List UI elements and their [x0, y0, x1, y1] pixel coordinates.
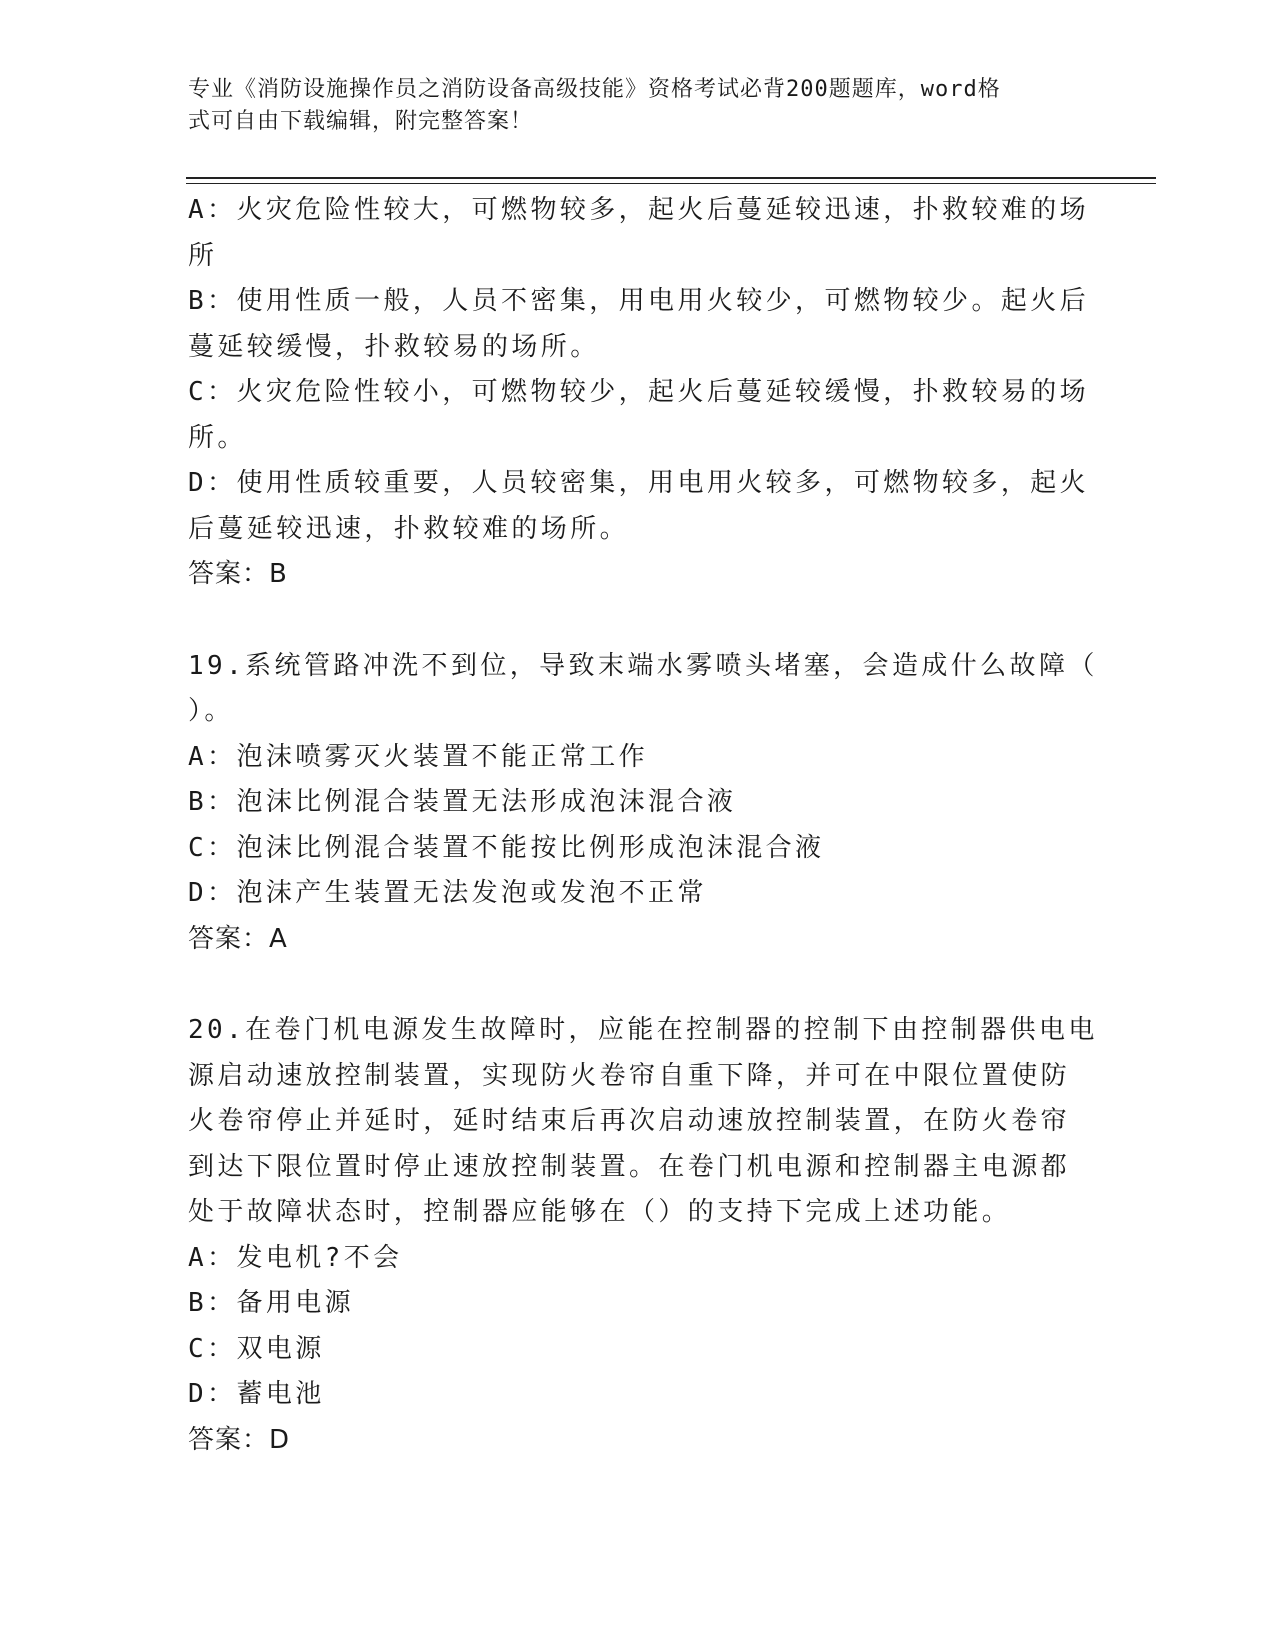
question-19-block: [188, 644, 1098, 963]
answer-line: 答案：A: [188, 923, 288, 954]
header-divider-thick: [186, 177, 1156, 179]
question-stem-line-4: 到达下限位置时停止速放控制装置。在卷门机电源和控制器主电源都: [188, 1151, 1071, 1182]
question-stem-line-2: ）。: [188, 696, 234, 726]
question-stem-line-3: 火卷帘停止并延时，延时结束后再次启动速放控制装置，在防火卷帘: [188, 1106, 1071, 1136]
option-b-line-2: 蔓延较缓慢，扑救较易的场所。: [188, 331, 600, 362]
option-d: D：蓄电池: [188, 1379, 325, 1409]
question-stem-line-2: 源启动速放控制装置，实现防火卷帘自重下降，并可在中限位置使防: [188, 1060, 1071, 1091]
answer-line: 答案：B: [188, 559, 288, 589]
question-stem-line-1: 20.在卷门机电源发生故障时，应能在控制器的控制下由控制器供电电: [188, 1015, 1098, 1045]
question-stem-line-5: 处于故障状态时，控制器应能够在（）的支持下完成上述功能。: [188, 1197, 1012, 1227]
option-d: D：泡沫产生装置无法发泡或发泡不正常: [188, 878, 707, 908]
question-spacer: [188, 598, 1068, 644]
option-a: A：发电机?不会: [188, 1242, 403, 1273]
option-b-line-1: B：使用性质一般，人员不密集，用电用火较少，可燃物较少。起火后: [188, 286, 1090, 316]
option-d-line-2: 后蔓延较迅速，扑救较难的场所。: [188, 513, 630, 544]
option-a: A：泡沫喷雾灭火装置不能正常工作: [188, 741, 649, 772]
question-20-block: [188, 1008, 1098, 1463]
option-a-line-1: A：火灾危险性较大，可燃物较多，起火后蔓延较迅速，扑救较难的场: [188, 195, 1090, 225]
option-b: B：泡沫比例混合装置无法形成泡沫混合液: [188, 787, 737, 817]
answer-line: 答案：D: [188, 1424, 291, 1455]
document-header: [188, 74, 1068, 138]
header-line-1: 专业《消防设施操作员之消防设备高级技能》资格考试必背200题题库，word格: [188, 77, 1001, 102]
header-line-2: 式可自由下载编辑，附完整答案！: [188, 109, 534, 134]
option-c-line-1: C：火灾危险性较小，可燃物较少，起火后蔓延较缓慢，扑救较易的场: [188, 377, 1090, 407]
option-c: C：双电源: [188, 1333, 325, 1364]
option-c-line-2: 所。: [188, 422, 247, 453]
option-a-line-2: 所: [188, 240, 218, 271]
option-b: B：备用电源: [188, 1288, 355, 1318]
question-stem-line-1: 19.系统管路冲洗不到位，导致末端水雾喷头堵塞，会造成什么故障（: [188, 650, 1098, 681]
option-d-line-1: D：使用性质较重要，人员较密集，用电用火较多，可燃物较多，起火: [188, 468, 1090, 498]
document-body: [188, 188, 1098, 1463]
question-18-block: [188, 188, 1090, 598]
question-spacer: [188, 962, 1068, 1008]
option-c: C：泡沫比例混合装置不能按比例形成泡沫混合液: [188, 832, 825, 863]
header-divider-thin: [186, 183, 1156, 184]
